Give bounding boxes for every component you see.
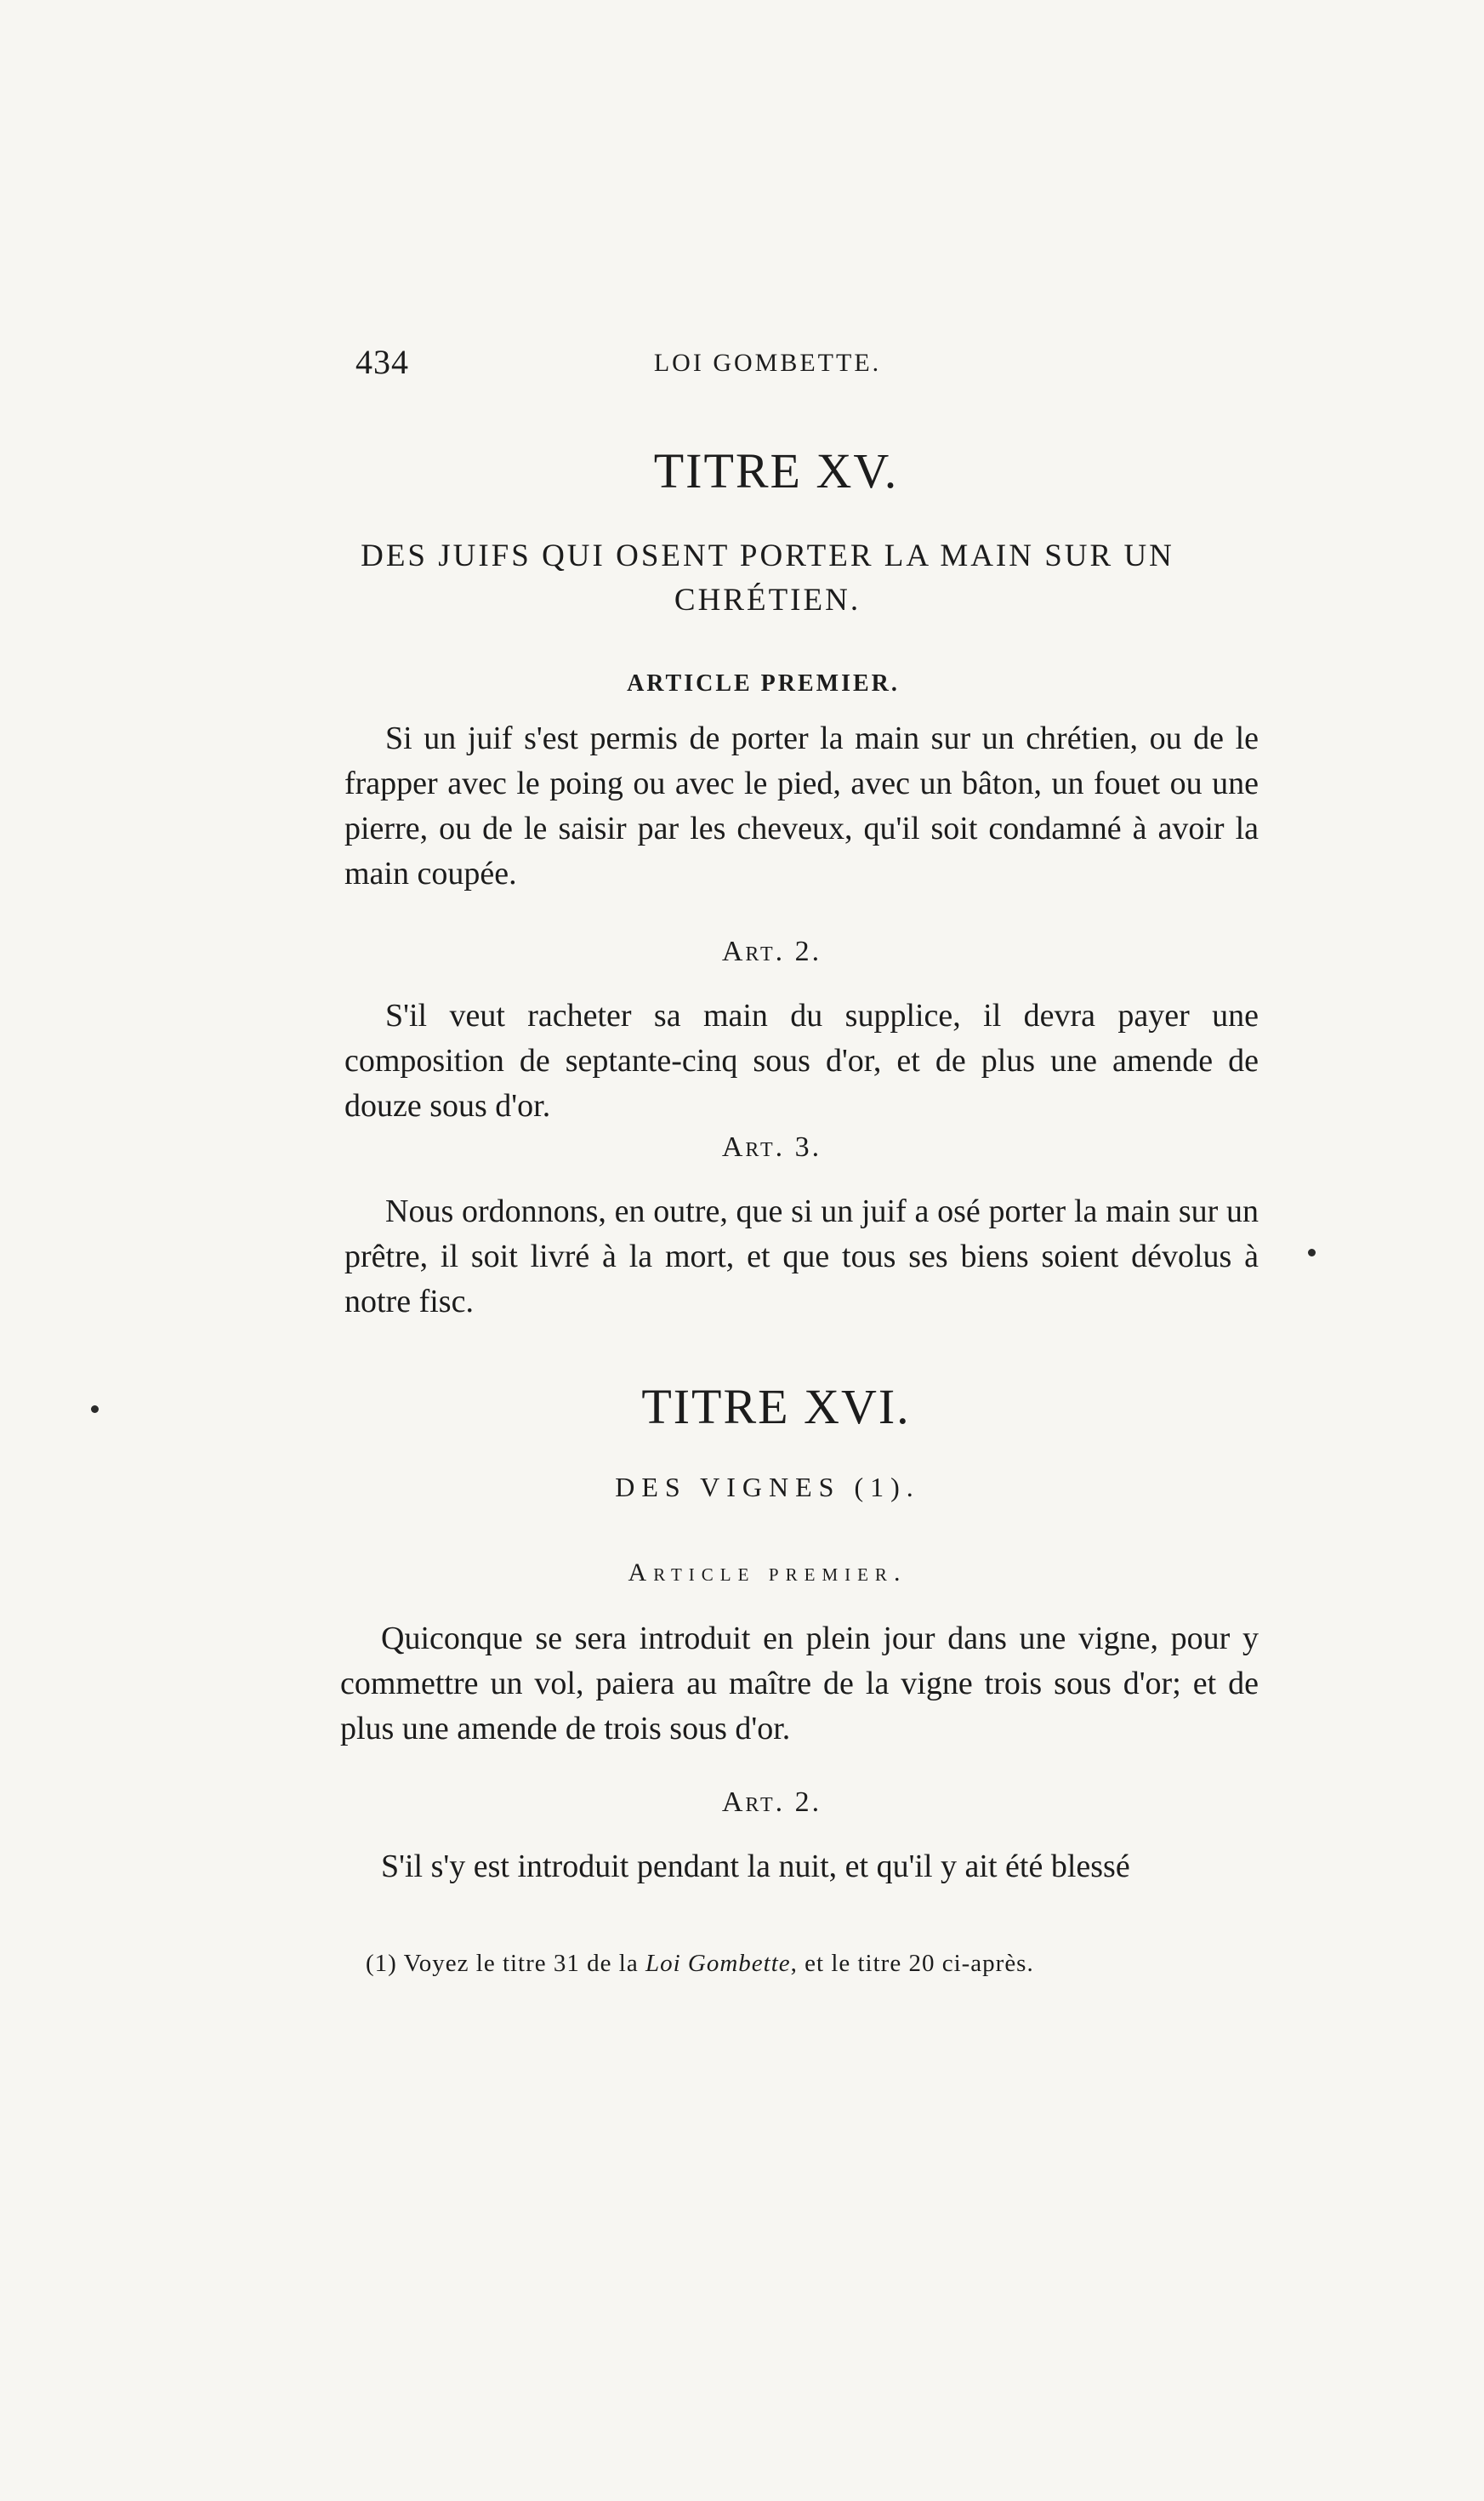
titre-xvi-subtitle: DES VIGNES (1). <box>615 1472 920 1502</box>
titre-xv-article-premier-label: ARTICLE PREMIER. <box>627 670 900 697</box>
titre-xv-art-3-text: Nous ordonnons, en outre, que si un juif a osé porter la main sur un prêtre, il soit livré à la mort, et que tous ses biens soient dévolus à notre fisc. <box>344 1194 1259 1319</box>
titre-xv-art-3-label: Art. 3. <box>721 1131 822 1163</box>
footnote-text-after: , et le titre 20 ci-après. <box>790 1950 1034 1977</box>
titre-xv-art-2-text: S'il veut racheter sa main du supplice, il devra payer une composition de septante-cinq sous d'or, et de plus une amende de douze sous d'or. <box>344 998 1259 1124</box>
titre-xv-art-2-label: Art. 2. <box>721 936 822 967</box>
titre-xvi-art-2-label: Art. 2. <box>721 1786 822 1818</box>
footnote-marker: (1) <box>366 1950 397 1977</box>
scan-speck <box>91 1405 99 1413</box>
titre-xv-article-premier-text: Si un juif s'est permis de porter la main sur un chrétien, ou de le frapper avec le poing ou avec le pied, avec un bâton, un fouet ou une pierre, ou de le saisir par les cheveux, qu'il soit condamné à avoir la main coupée. <box>344 721 1259 892</box>
footnote-text-before: Voyez le titre 31 de la <box>403 1950 639 1977</box>
titre-xvi-art-2-text: S'il s'y est introduit pendant la nuit, et qu'il y ait été blessé <box>381 1849 1130 1884</box>
page-number: 434 <box>355 343 409 381</box>
footnote-italic: Loi Gombette <box>645 1950 791 1977</box>
titre-xvi-article-premier-text: Quiconque se sera introduit en plein jour dans une vigne, pour y commettre un vol, paiera au maître de la vigne trois sous d'or; et de plus une amende de trois sous d'or. <box>340 1621 1259 1746</box>
titre-xvi-heading: TITRE XVI. <box>641 1379 911 1434</box>
running-title: LOI GOMBETTE. <box>653 349 882 377</box>
titre-xv-heading: TITRE XV. <box>653 443 899 498</box>
scan-speck <box>1308 1249 1316 1256</box>
footnote <box>366 1950 1301 1978</box>
titre-xv-subtitle-line1: DES JUIFS QUI OSENT PORTER LA MAIN SUR UN <box>361 538 1174 573</box>
titre-xvi-article-premier-label: Article premier. <box>628 1558 907 1587</box>
titre-xv-subtitle-line2: CHRÉTIEN. <box>674 583 861 618</box>
